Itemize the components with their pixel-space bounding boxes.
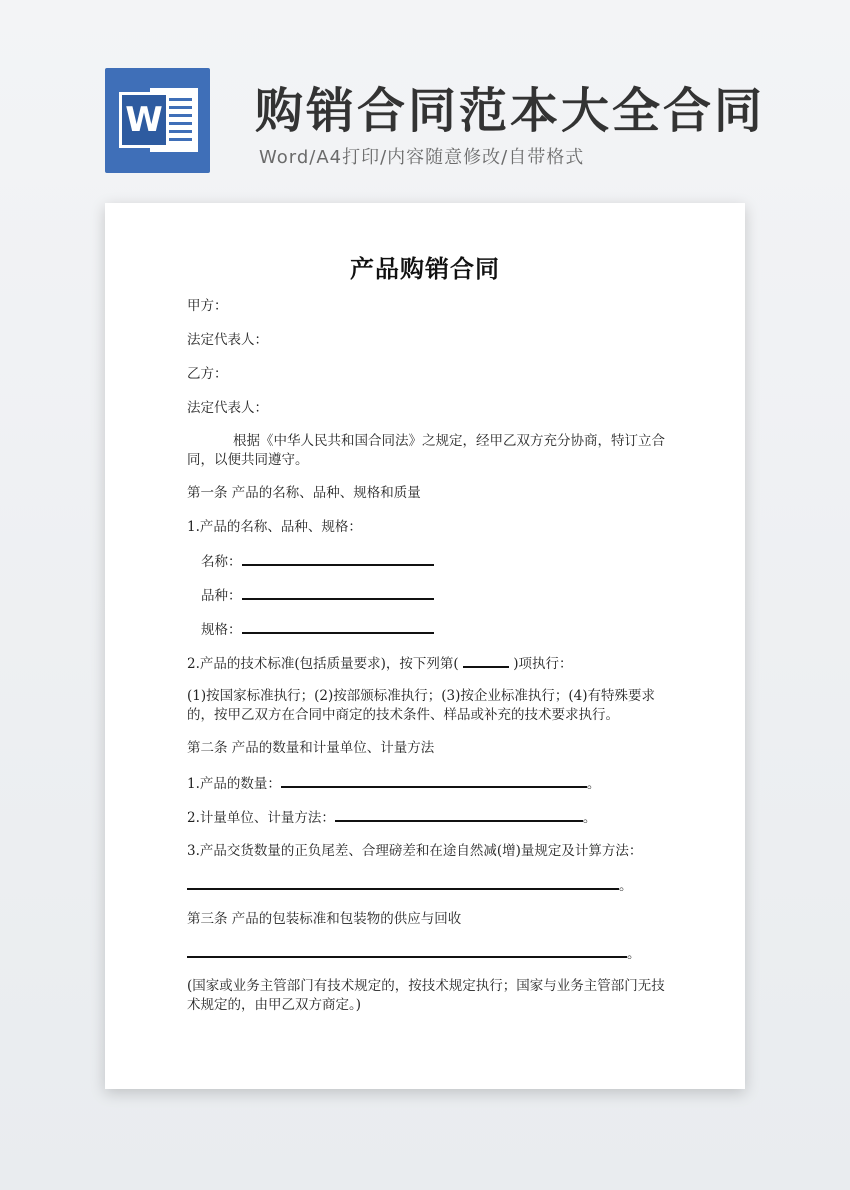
period-mark: 。 [582, 810, 597, 826]
party-b-rep-label: 法定代表人： [187, 400, 268, 416]
header-subtitle: Word/A4打印/内容随意修改/自带格式 [259, 147, 585, 168]
intro-paragraph: 根据《中华人民共和国合同法》之规定，经甲乙双方充分协商，特订立合同，以便共同遵守。 [187, 433, 665, 468]
variety-blank[interactable] [242, 586, 434, 600]
article-3-note: (国家或业务主管部门有技术规定的，按技术规定执行；国家与业务主管部门无技术规定的，由甲乙双方商定。) [187, 978, 665, 1013]
name-field-row [201, 552, 434, 571]
name-field-label: 名称： [201, 554, 242, 570]
article-1-item-1: 1.产品的名称、品种、规格： [187, 519, 362, 535]
article-3-title: 第三条 产品的包装标准和包装物的供应与回收 [187, 911, 462, 927]
variety-field-label: 品种： [201, 588, 242, 604]
document-title: 产品购销合同 [350, 254, 500, 283]
tech-standard-suffix: )项执行： [513, 656, 573, 672]
period-mark: 。 [586, 776, 601, 792]
article-2-item-2 [187, 808, 596, 827]
word-logo-icon [105, 68, 210, 173]
party-a-label: 甲方： [187, 298, 228, 314]
quantity-label: 1.产品的数量： [187, 776, 281, 792]
spec-blank[interactable] [242, 620, 434, 634]
unit-method-label: 2.计量单位、计量方法： [187, 810, 335, 826]
unit-method-blank[interactable] [335, 808, 583, 822]
standard-choice-blank[interactable] [463, 654, 509, 668]
article-3-line [187, 944, 641, 963]
name-blank[interactable] [242, 552, 434, 566]
article-2-item-3-line [187, 876, 633, 895]
article-2-title: 第二条 产品的数量和计量单位、计量方法 [187, 740, 435, 756]
period-mark: 。 [619, 878, 633, 894]
party-b-label: 乙方： [187, 366, 228, 382]
standards-paragraph: (1)按国家标准执行；(2)按部颁标准执行；(3)按企业标准执行；(4)有特殊要求的，按甲乙双方在合同中商定的技术条件、样品或补充的技术要求执行。 [187, 688, 655, 723]
tech-standard-text: 2.产品的技术标准(包括质量要求)，按下列第( [187, 656, 459, 672]
variety-field-row [201, 586, 434, 605]
spec-field-row [201, 620, 434, 639]
word-letter-badge: W [119, 92, 169, 148]
period-mark: 。 [627, 946, 641, 962]
article-2-item-3: 3.产品交货数量的正负尾差、合理磅差和在途自然减(增)量规定及计算方法： [187, 843, 643, 859]
document-page [105, 203, 745, 1089]
quantity-blank[interactable] [281, 774, 587, 788]
article-1-title: 第一条 产品的名称、品种、规格和质量 [187, 485, 421, 501]
article-2-item-1 [187, 774, 600, 793]
header-title: 购销合同范本大全合同 [255, 83, 766, 139]
article-1-item-2 [187, 654, 573, 673]
packaging-blank[interactable] [187, 944, 627, 958]
party-a-rep-label: 法定代表人： [187, 332, 268, 348]
spec-field-label: 规格： [201, 622, 242, 638]
tolerance-blank[interactable] [187, 876, 619, 890]
